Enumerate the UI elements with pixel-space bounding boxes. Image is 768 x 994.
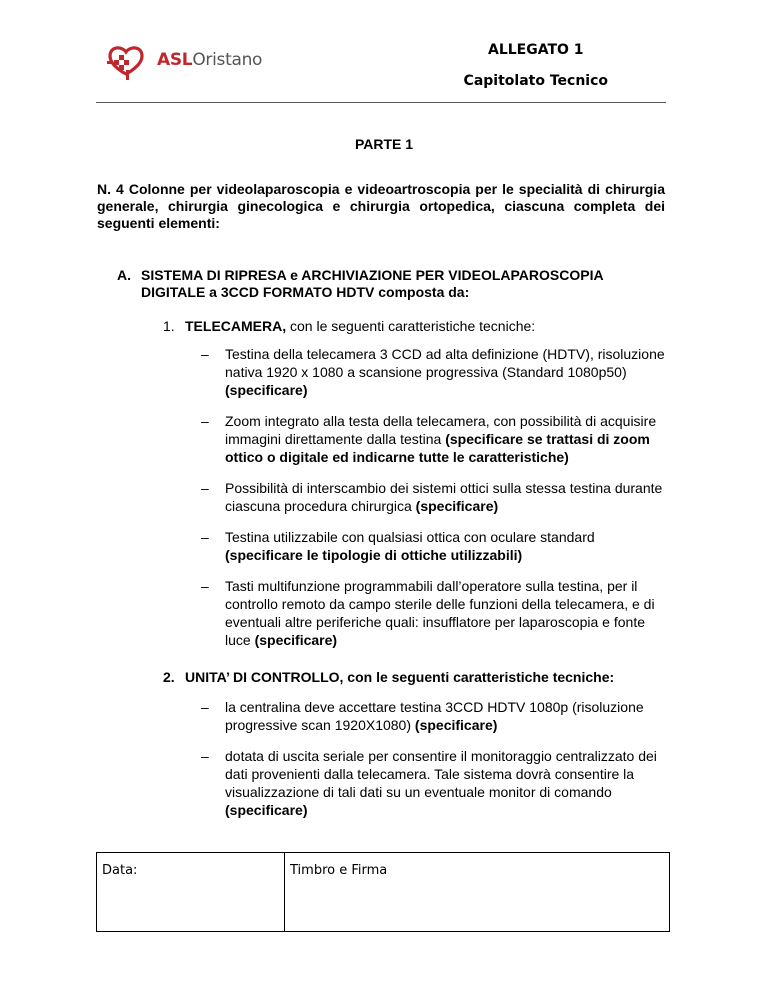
document-header [464, 42, 608, 89]
item-1-rest: con le seguenti caratteristiche tecniche: [286, 318, 536, 334]
item-2-number: 2. [163, 669, 175, 685]
part-title: PARTE 1 [354, 136, 414, 152]
list-item: – dotata di uscita seriale per consentire il monitoraggio centralizzato dei dati provenienti dalla telecamera. Tale sistema dovrà consentire la visualizzazione di tali dati su un eventuale monitor di comando (specificare) [201, 748, 657, 818]
item-1-bullet-list [201, 345, 671, 649]
date-cell[interactable] [97, 853, 285, 931]
signature-table [96, 852, 670, 932]
section-a-marker: A. [117, 267, 131, 283]
item-2-heading [163, 669, 614, 686]
item-2-title: UNITA’ DI CONTROLLO, con le seguenti caratteristiche tecniche: [185, 669, 615, 685]
section-a-heading [117, 267, 657, 301]
stamp-signature-cell[interactable] [285, 853, 669, 931]
list-item: – Possibilità di interscambio dei sistemi ottici sulla stessa testina durante ciascuna procedura chirurgica (specificare) [201, 480, 663, 514]
item-1-heading [163, 318, 535, 335]
dash-bullet: – [201, 480, 209, 496]
dash-bullet: – [201, 529, 209, 545]
list-item: – la centralina deve accettare testina 3CCD HDTV 1080p (risoluzione progressive scan 1920X1080) (specificare) [201, 699, 644, 733]
stamp-signature-label: Timbro e Firma [290, 863, 388, 878]
asl-cross-heart-icon [104, 44, 154, 84]
list-item: – Testina della telecamera 3 CCD ad alta definizione (HDTV), risoluzione nativa 1920 x 1080 a scansione progressiva (Standard 1080p50) (specificare) [201, 346, 665, 398]
logo-text: ASLOristano [157, 50, 263, 70]
item-1-number: 1. [163, 318, 175, 334]
allegato-label: ALLEGATO 1 [488, 42, 584, 58]
item-1-title: TELECAMERA, [185, 318, 287, 334]
dash-bullet: – [201, 578, 209, 594]
section-a-line1: SISTEMA DI RIPRESA e ARCHIVIAZIONE PER VIDEOLAPAROSCOPIA [141, 267, 604, 283]
list-item: – Testina utilizzabile con qualsiasi ottica con oculare standard (specificare le tipologie di ottiche utilizzabili) [201, 529, 595, 563]
date-label: Data: [102, 863, 138, 878]
header-divider [96, 102, 666, 103]
dash-bullet: – [201, 346, 209, 362]
dash-bullet: – [201, 413, 209, 429]
item-2-bullet-list [201, 698, 671, 819]
asl-logo [104, 44, 264, 84]
capitolato-label: Capitolato Tecnico [463, 73, 608, 89]
intro-paragraph: N. 4 Colonne per videolaparoscopia e videoartroscopia per le specialità di chirurgia generale, chirurgia ginecologica e chirurgia ortopedica, ciascuna completa dei seguenti elementi: [97, 181, 665, 231]
list-item: – Zoom integrato alla testa della telecamera, con possibilità di acquisire immagini direttamente dalla testina (specificare se trattasi di zoom ottico o digitale ed indicarne tutte le caratteristiche) [201, 413, 657, 465]
dash-bullet: – [201, 748, 209, 764]
dash-bullet: – [201, 699, 209, 715]
section-a-line2: DIGITALE a 3CCD FORMATO HDTV composta da: [141, 284, 470, 300]
list-item: – Tasti multifunzione programmabili dall’operatore sulla testina, per il controllo remoto da campo sterile delle funzioni della telecamera, e di eventuali altre periferiche quali: insufflatore per laparoscopia e fonte luce (specificare) [201, 578, 655, 648]
